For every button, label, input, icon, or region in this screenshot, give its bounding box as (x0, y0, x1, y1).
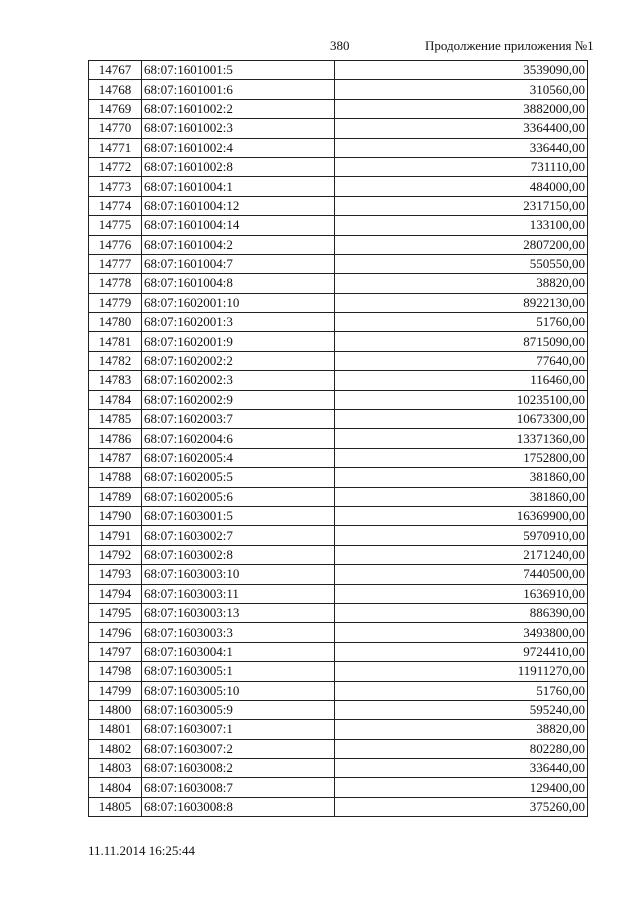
cadastral-number: 68:07:1603005:9 (142, 700, 335, 719)
cadastral-value: 310560,00 (335, 80, 588, 99)
table-row (89, 545, 588, 564)
table-row (89, 332, 588, 351)
table-row (89, 196, 588, 215)
table-row (89, 410, 588, 429)
table-row (89, 138, 588, 157)
cadastral-number: 68:07:1601002:4 (142, 138, 335, 157)
table-row (89, 662, 588, 681)
row-number: 14791 (89, 526, 142, 545)
row-number: 14768 (89, 80, 142, 99)
row-number: 14784 (89, 390, 142, 409)
table-row (89, 720, 588, 739)
cadastral-value: 595240,00 (335, 700, 588, 719)
table-row (89, 739, 588, 758)
cadastral-value: 1636910,00 (335, 584, 588, 603)
table-row (89, 526, 588, 545)
row-number: 14794 (89, 584, 142, 603)
cadastral-value: 8715090,00 (335, 332, 588, 351)
cadastral-number: 68:07:1603008:2 (142, 759, 335, 778)
cadastral-number: 68:07:1603001:5 (142, 506, 335, 525)
table-row (89, 216, 588, 235)
cadastral-value: 3539090,00 (335, 61, 588, 80)
table-row (89, 623, 588, 642)
row-number: 14788 (89, 468, 142, 487)
cadastral-value: 9724410,00 (335, 642, 588, 661)
cadastral-value: 77640,00 (335, 351, 588, 370)
cadastral-value: 38820,00 (335, 274, 588, 293)
table-row (89, 80, 588, 99)
row-number: 14799 (89, 681, 142, 700)
table-row (89, 468, 588, 487)
cadastral-value: 3882000,00 (335, 99, 588, 118)
cadastral-number: 68:07:1601004:12 (142, 196, 335, 215)
row-number: 14786 (89, 429, 142, 448)
table-row (89, 254, 588, 273)
cadastral-value: 10673300,00 (335, 410, 588, 429)
table-row (89, 61, 588, 80)
table-row (89, 390, 588, 409)
row-number: 14771 (89, 138, 142, 157)
cadastral-value: 336440,00 (335, 138, 588, 157)
cadastral-number: 68:07:1603002:8 (142, 545, 335, 564)
row-number: 14787 (89, 448, 142, 467)
cadastral-value: 133100,00 (335, 216, 588, 235)
cadastral-number: 68:07:1601002:2 (142, 99, 335, 118)
table-row (89, 274, 588, 293)
table-row (89, 584, 588, 603)
cadastral-number: 68:07:1602005:5 (142, 468, 335, 487)
table-row (89, 681, 588, 700)
row-number: 14770 (89, 119, 142, 138)
cadastral-value: 731110,00 (335, 157, 588, 176)
cadastral-value-table (88, 60, 588, 817)
row-number: 14802 (89, 739, 142, 758)
table-row (89, 487, 588, 506)
row-number: 14777 (89, 254, 142, 273)
row-number: 14804 (89, 778, 142, 797)
cadastral-value: 129400,00 (335, 778, 588, 797)
row-number: 14767 (89, 61, 142, 80)
row-number: 14805 (89, 797, 142, 816)
row-number: 14803 (89, 759, 142, 778)
cadastral-number: 68:07:1602005:6 (142, 487, 335, 506)
cadastral-number: 68:07:1603007:2 (142, 739, 335, 758)
row-number: 14797 (89, 642, 142, 661)
row-number: 14790 (89, 506, 142, 525)
cadastral-number: 68:07:1603003:10 (142, 565, 335, 584)
cadastral-number: 68:07:1601004:2 (142, 235, 335, 254)
table-row (89, 99, 588, 118)
cadastral-value: 7440500,00 (335, 565, 588, 584)
row-number: 14781 (89, 332, 142, 351)
table-row (89, 778, 588, 797)
cadastral-value: 116460,00 (335, 371, 588, 390)
row-number: 14789 (89, 487, 142, 506)
cadastral-value: 51760,00 (335, 681, 588, 700)
row-number: 14778 (89, 274, 142, 293)
cadastral-number: 68:07:1602002:3 (142, 371, 335, 390)
cadastral-value: 10235100,00 (335, 390, 588, 409)
table-row (89, 351, 588, 370)
table-row (89, 371, 588, 390)
table-row (89, 603, 588, 622)
cadastral-number: 68:07:1601001:6 (142, 80, 335, 99)
cadastral-value: 336440,00 (335, 759, 588, 778)
cadastral-value: 375260,00 (335, 797, 588, 816)
cadastral-number: 68:07:1603004:1 (142, 642, 335, 661)
cadastral-number: 68:07:1603008:7 (142, 778, 335, 797)
table-row (89, 157, 588, 176)
cadastral-value: 802280,00 (335, 739, 588, 758)
row-number: 14783 (89, 371, 142, 390)
cadastral-number: 68:07:1602003:7 (142, 410, 335, 429)
row-number: 14772 (89, 157, 142, 176)
table-row (89, 119, 588, 138)
cadastral-number: 68:07:1601004:8 (142, 274, 335, 293)
cadastral-value: 13371360,00 (335, 429, 588, 448)
cadastral-number: 68:07:1602002:9 (142, 390, 335, 409)
table-row (89, 759, 588, 778)
row-number: 14801 (89, 720, 142, 739)
cadastral-number: 68:07:1602001:10 (142, 293, 335, 312)
row-number: 14774 (89, 196, 142, 215)
cadastral-number: 68:07:1603007:1 (142, 720, 335, 739)
cadastral-value: 2171240,00 (335, 545, 588, 564)
cadastral-number: 68:07:1603003:13 (142, 603, 335, 622)
table-row (89, 293, 588, 312)
cadastral-number: 68:07:1601001:5 (142, 61, 335, 80)
cadastral-number: 68:07:1603002:7 (142, 526, 335, 545)
cadastral-number: 68:07:1603005:10 (142, 681, 335, 700)
row-number: 14793 (89, 565, 142, 584)
table-row (89, 565, 588, 584)
cadastral-number: 68:07:1601004:14 (142, 216, 335, 235)
cadastral-value: 1752800,00 (335, 448, 588, 467)
footer-timestamp: 11.11.2014 16:25:44 (88, 843, 196, 858)
row-number: 14769 (89, 99, 142, 118)
cadastral-value: 381860,00 (335, 468, 588, 487)
row-number: 14796 (89, 623, 142, 642)
cadastral-value: 16369900,00 (335, 506, 588, 525)
table-row (89, 448, 588, 467)
row-number: 14773 (89, 177, 142, 196)
table-row (89, 429, 588, 448)
cadastral-number: 68:07:1602002:2 (142, 351, 335, 370)
cadastral-value: 484000,00 (335, 177, 588, 196)
table-row (89, 700, 588, 719)
row-number: 14798 (89, 662, 142, 681)
row-number: 14795 (89, 603, 142, 622)
cadastral-value: 3364400,00 (335, 119, 588, 138)
row-number: 14776 (89, 235, 142, 254)
page-number: 380 (330, 38, 350, 53)
table-row (89, 506, 588, 525)
row-number: 14800 (89, 700, 142, 719)
table-row (89, 642, 588, 661)
cadastral-number: 68:07:1603003:3 (142, 623, 335, 642)
cadastral-value: 381860,00 (335, 487, 588, 506)
table-row (89, 235, 588, 254)
cadastral-value: 3493800,00 (335, 623, 588, 642)
cadastral-value: 8922130,00 (335, 293, 588, 312)
cadastral-value: 2807200,00 (335, 235, 588, 254)
cadastral-number: 68:07:1602005:4 (142, 448, 335, 467)
cadastral-number: 68:07:1601002:8 (142, 157, 335, 176)
cadastral-number: 68:07:1603008:8 (142, 797, 335, 816)
cadastral-value: 5970910,00 (335, 526, 588, 545)
cadastral-number: 68:07:1602001:9 (142, 332, 335, 351)
table-row (89, 313, 588, 332)
cadastral-value: 2317150,00 (335, 196, 588, 215)
cadastral-number: 68:07:1602004:6 (142, 429, 335, 448)
cadastral-number: 68:07:1601002:3 (142, 119, 335, 138)
cadastral-value: 886390,00 (335, 603, 588, 622)
row-number: 14780 (89, 313, 142, 332)
table-row (89, 177, 588, 196)
cadastral-number: 68:07:1603003:11 (142, 584, 335, 603)
row-number: 14775 (89, 216, 142, 235)
cadastral-number: 68:07:1601004:1 (142, 177, 335, 196)
table-row (89, 797, 588, 816)
cadastral-value: 38820,00 (335, 720, 588, 739)
cadastral-value: 11911270,00 (335, 662, 588, 681)
cadastral-value: 51760,00 (335, 313, 588, 332)
cadastral-number: 68:07:1601004:7 (142, 254, 335, 273)
row-number: 14785 (89, 410, 142, 429)
row-number: 14792 (89, 545, 142, 564)
row-number: 14782 (89, 351, 142, 370)
cadastral-number: 68:07:1602001:3 (142, 313, 335, 332)
cadastral-number: 68:07:1603005:1 (142, 662, 335, 681)
row-number: 14779 (89, 293, 142, 312)
continuation-label: Продолжение приложения №1 (425, 38, 594, 53)
table-body (89, 61, 588, 817)
cadastral-value: 550550,00 (335, 254, 588, 273)
